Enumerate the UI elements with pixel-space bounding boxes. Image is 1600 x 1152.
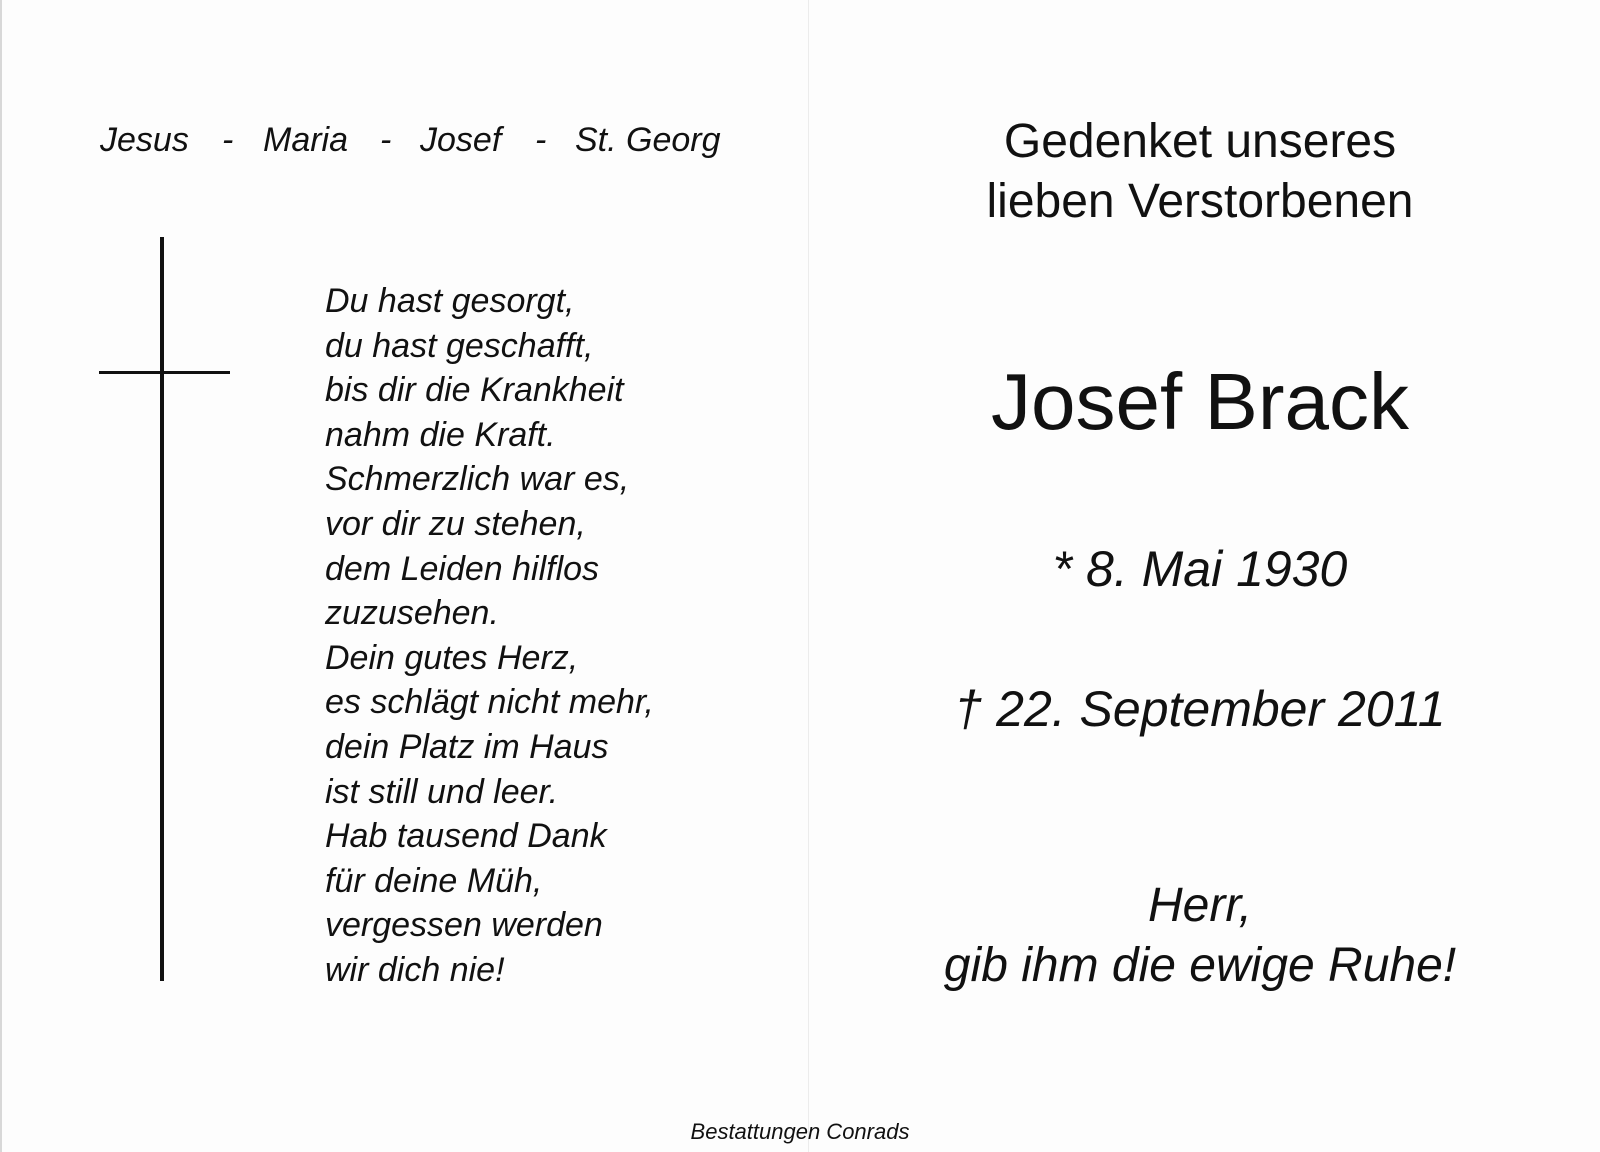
prayer-line-2: gib ihm die ewige Ruhe! [943,939,1457,992]
poem-line: nahm die Kraft. [325,415,556,454]
header-jesus: Jesus [100,121,189,159]
poem-line: ist still und leer. [325,772,559,811]
prayer [860,876,1540,996]
poem-line: Hab tausend Dank [325,817,607,856]
birth-date: * 8. Mai 1930 [1052,541,1348,597]
poem-line: dein Platz im Haus [325,727,609,766]
poem-line: Schmerzlich war es, [325,460,630,499]
poem-line: Dein gutes Herz, [325,638,579,677]
prayer-line-1: Herr, [1147,879,1252,932]
poem-line: zuzusehen. [325,594,499,633]
intro-text [860,112,1540,232]
header-separator: - [380,121,392,159]
deceased-name: Josef Brack [991,357,1409,446]
poem-line: dem Leiden hilflos [325,549,600,588]
header-st-georg: St. Georg [575,121,721,159]
fold-line [808,0,809,1152]
poem-line: du hast geschafft, [325,326,594,365]
poem [325,279,745,993]
saints-header [100,118,740,162]
poem-line: es schlägt nicht mehr, [325,683,654,722]
poem-line: vergessen werden [325,906,603,945]
poem-line: bis dir die Krankheit [325,371,624,410]
header-maria: Maria [263,121,349,159]
header-separator: - [535,121,547,159]
intro-line-2: lieben Verstorbenen [986,175,1414,228]
header-separator: - [222,121,234,159]
poem-line: wir dich nie! [325,950,505,989]
poem-line: vor dir zu stehen, [325,504,586,543]
cross-horizontal-beam [99,371,230,374]
poem-line: Du hast gesorgt, [325,282,575,320]
card-edge [0,0,2,1152]
death-date: † 22. September 2011 [954,681,1446,737]
poem-line: für deine Müh, [325,861,543,900]
undertaker-credit: Bestattungen Conrads [690,1119,910,1144]
cross-vertical-beam [160,237,164,981]
intro-line-1: Gedenket unseres [1003,115,1397,168]
header-josef: Josef [420,121,502,159]
